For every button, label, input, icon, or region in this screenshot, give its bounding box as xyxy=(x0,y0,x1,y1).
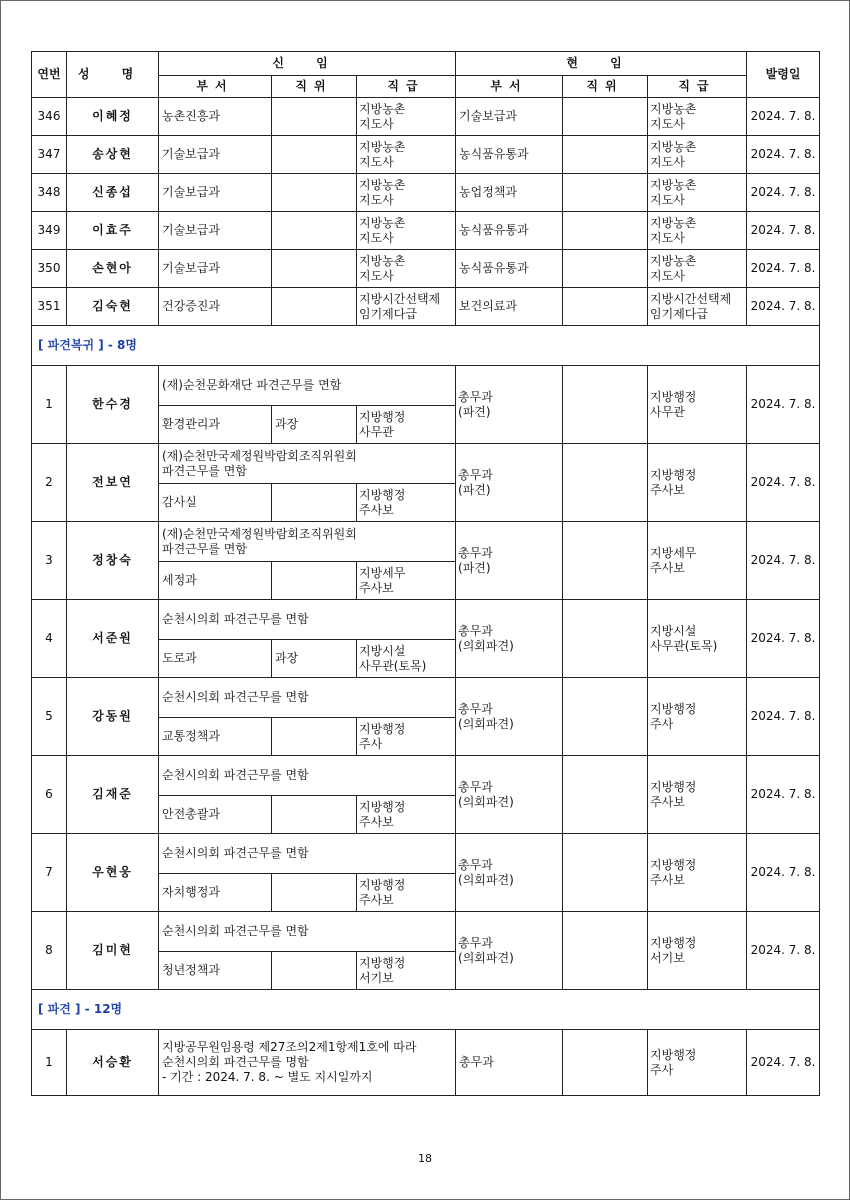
new-position xyxy=(272,952,357,990)
new-grade-line: 서기보 xyxy=(359,970,394,985)
employee-name: 김숙현 xyxy=(67,288,159,326)
new-position xyxy=(272,174,357,212)
new-position: 과장 xyxy=(272,640,357,678)
new-department: 안전총괄과 xyxy=(159,796,272,834)
new-department: 감사실 xyxy=(159,484,272,522)
current-department-line: 총무과 xyxy=(458,389,493,404)
current-department-line: (파견) xyxy=(458,482,491,497)
current-grade-line: 지도사 xyxy=(650,230,685,245)
current-grade xyxy=(648,288,747,326)
new-grade xyxy=(357,874,456,912)
dispatch-note xyxy=(159,444,456,484)
dispatch-note-line: 파견근무를 면함 xyxy=(162,541,247,556)
current-department-line: (파견) xyxy=(458,560,491,575)
header-new-dept: 부서 xyxy=(159,76,272,98)
current-department-line: 총무과 xyxy=(458,467,493,482)
dispatch-note xyxy=(159,600,456,640)
new-grade-line: 사무관(토목) xyxy=(359,658,427,673)
employee-name: 서승환 xyxy=(67,1030,159,1096)
table-row xyxy=(32,250,820,288)
table-row xyxy=(32,174,820,212)
new-grade-line: 지방행정 xyxy=(359,721,406,736)
appointment-date: 2024. 7. 8. xyxy=(747,250,820,288)
new-grade-line: 지도사 xyxy=(359,192,394,207)
current-department-line: 총무과 xyxy=(458,779,493,794)
header-date: 발령일 xyxy=(747,52,820,98)
employee-name: 김재준 xyxy=(67,756,159,834)
new-grade-line: 지도사 xyxy=(359,268,394,283)
employee-name: 우현웅 xyxy=(67,834,159,912)
current-department: 기술보급과 xyxy=(456,98,563,136)
dispatch-note-line: 순천시의회 파견근무를 면함 xyxy=(162,612,309,626)
new-grade xyxy=(357,98,456,136)
appointment-date: 2024. 7. 8. xyxy=(747,834,820,912)
appointment-date: 2024. 7. 8. xyxy=(747,756,820,834)
current-grade-line: 서기보 xyxy=(650,950,685,965)
new-grade-line: 지도사 xyxy=(359,230,394,245)
page-number: 18 xyxy=(418,1152,432,1165)
current-grade-line: 지방농촌 xyxy=(650,177,697,192)
employee-name: 정창숙 xyxy=(67,522,159,600)
section-row xyxy=(32,326,820,366)
table-row xyxy=(32,288,820,326)
dispatch-note-line: 순천시의회 파견근무를 면함 xyxy=(162,690,309,704)
current-department-line: (의회파견) xyxy=(458,872,514,887)
new-grade-line: 지방농촌 xyxy=(359,101,406,116)
appointment-date: 2024. 7. 8. xyxy=(747,212,820,250)
current-grade xyxy=(648,136,747,174)
dispatch-note xyxy=(159,366,456,406)
current-position xyxy=(563,522,648,600)
row-number: 349 xyxy=(32,212,67,250)
current-grade-line: 지방행정 xyxy=(650,389,697,404)
header-new-grade: 직급 xyxy=(357,76,456,98)
header-cur-position: 직위 xyxy=(563,76,648,98)
current-grade-line: 지방농촌 xyxy=(650,253,697,268)
current-department xyxy=(456,366,563,444)
row-number: 350 xyxy=(32,250,67,288)
current-position xyxy=(563,250,648,288)
new-grade xyxy=(357,288,456,326)
row-number: 348 xyxy=(32,174,67,212)
current-department xyxy=(456,444,563,522)
appointment-table xyxy=(31,51,820,1096)
new-position xyxy=(272,212,357,250)
table-body xyxy=(32,52,820,1096)
current-grade-line: 지도사 xyxy=(650,116,685,131)
current-grade-line: 사무관 xyxy=(650,404,685,419)
new-grade xyxy=(357,796,456,834)
row-number: 8 xyxy=(32,912,67,990)
header-name: 성 명 xyxy=(67,52,159,98)
row-number: 1 xyxy=(32,1030,67,1096)
current-position xyxy=(563,366,648,444)
new-grade xyxy=(357,136,456,174)
current-department xyxy=(456,912,563,990)
new-grade-line: 지도사 xyxy=(359,154,394,169)
header-cur-dept: 부서 xyxy=(456,76,563,98)
current-grade-line: 사무관(토목) xyxy=(650,638,718,653)
new-grade-line: 사무관 xyxy=(359,424,394,439)
current-grade-line: 지도사 xyxy=(650,154,685,169)
employee-name: 전보연 xyxy=(67,444,159,522)
header-row-1 xyxy=(32,52,820,76)
row-number: 5 xyxy=(32,678,67,756)
row-number: 351 xyxy=(32,288,67,326)
current-grade xyxy=(648,834,747,912)
current-grade-line: 지방행정 xyxy=(650,701,697,716)
new-department: 기술보급과 xyxy=(159,250,272,288)
dispatch-note xyxy=(159,678,456,718)
appointment-date: 2024. 7. 8. xyxy=(747,98,820,136)
current-grade-line: 주사보 xyxy=(650,560,685,575)
current-department xyxy=(456,600,563,678)
employee-name: 송상현 xyxy=(67,136,159,174)
new-position xyxy=(272,796,357,834)
new-grade-line: 지방세무 xyxy=(359,565,406,580)
current-department-line: 총무과 xyxy=(458,623,493,638)
new-grade xyxy=(357,406,456,444)
appointment-date: 2024. 7. 8. xyxy=(747,288,820,326)
current-position xyxy=(563,174,648,212)
current-position xyxy=(563,678,648,756)
table-row xyxy=(32,1030,820,1096)
current-department-line: (파견) xyxy=(458,404,491,419)
employee-name: 서준원 xyxy=(67,600,159,678)
new-grade-line: 주사보 xyxy=(359,580,394,595)
row-number: 4 xyxy=(32,600,67,678)
new-department: 자치행정과 xyxy=(159,874,272,912)
current-grade xyxy=(648,756,747,834)
row-number: 3 xyxy=(32,522,67,600)
new-grade-line: 지방행정 xyxy=(359,409,406,424)
header-cur-grade: 직급 xyxy=(648,76,747,98)
dispatch-note-line: 파견근무를 면함 xyxy=(162,463,247,478)
current-grade xyxy=(648,250,747,288)
new-position xyxy=(272,250,357,288)
appointment-date: 2024. 7. 8. xyxy=(747,136,820,174)
row-number: 346 xyxy=(32,98,67,136)
employee-name: 강동원 xyxy=(67,678,159,756)
current-grade-line: 지방행정 xyxy=(650,779,697,794)
current-department-line: (의회파견) xyxy=(458,950,514,965)
appointment-sheet xyxy=(31,51,819,1096)
table-row xyxy=(32,444,820,484)
current-position xyxy=(563,444,648,522)
current-department: 보건의료과 xyxy=(456,288,563,326)
row-number: 7 xyxy=(32,834,67,912)
header-new-position: 직위 xyxy=(272,76,357,98)
current-position xyxy=(563,288,648,326)
new-grade xyxy=(357,952,456,990)
new-department: 기술보급과 xyxy=(159,174,272,212)
appointment-date: 2024. 7. 8. xyxy=(747,912,820,990)
new-grade xyxy=(357,212,456,250)
table-row xyxy=(32,366,820,406)
current-grade-line: 주사보 xyxy=(650,872,685,887)
header-no: 연번 xyxy=(32,52,67,98)
current-department xyxy=(456,678,563,756)
current-department xyxy=(456,522,563,600)
current-position xyxy=(563,136,648,174)
current-department: 총무과 xyxy=(456,1030,563,1096)
employee-name: 한수경 xyxy=(67,366,159,444)
dispatch-note xyxy=(159,756,456,796)
new-department: 기술보급과 xyxy=(159,212,272,250)
header-new: 신 임 xyxy=(159,52,456,76)
table-row xyxy=(32,522,820,562)
current-grade xyxy=(648,678,747,756)
current-grade-line: 지방행정 xyxy=(650,857,697,872)
current-department-line: 총무과 xyxy=(458,857,493,872)
dispatch-note-line: 순천시의회 파견근무를 면함 xyxy=(162,768,309,782)
new-position xyxy=(272,136,357,174)
new-department: 환경관리과 xyxy=(159,406,272,444)
new-position xyxy=(272,718,357,756)
current-grade-line: 주사 xyxy=(650,1062,674,1077)
dispatch-note-line: 순천시의회 파견근무를 면함 xyxy=(162,924,309,938)
employee-name: 이혜정 xyxy=(67,98,159,136)
appointment-date: 2024. 7. 8. xyxy=(747,444,820,522)
current-position xyxy=(563,212,648,250)
dispatch-note xyxy=(159,522,456,562)
employee-name: 김미현 xyxy=(67,912,159,990)
new-department: 기술보급과 xyxy=(159,136,272,174)
new-grade xyxy=(357,562,456,600)
current-grade-line: 지방행정 xyxy=(650,935,697,950)
section-title-return: [ 파견복귀 ] - 8명 xyxy=(32,326,820,366)
new-grade xyxy=(357,484,456,522)
current-grade-line: 지방시설 xyxy=(650,623,697,638)
new-grade-line: 지도사 xyxy=(359,116,394,131)
current-position xyxy=(563,1030,648,1096)
current-grade xyxy=(648,912,747,990)
table-row xyxy=(32,600,820,640)
dispatch-note-line: 지방공무원임용령 제27조의2제1항제1호에 따라 xyxy=(162,1040,417,1054)
new-position xyxy=(272,288,357,326)
new-department: 교통정책과 xyxy=(159,718,272,756)
current-grade-line: 지방행정 xyxy=(650,1047,697,1062)
table-row xyxy=(32,756,820,796)
current-position xyxy=(563,98,648,136)
current-grade xyxy=(648,366,747,444)
row-number: 6 xyxy=(32,756,67,834)
current-department-line: (의회파견) xyxy=(458,794,514,809)
appointment-date: 2024. 7. 8. xyxy=(747,600,820,678)
current-department-line: 총무과 xyxy=(458,935,493,950)
new-grade-line: 지방농촌 xyxy=(359,215,406,230)
current-grade-line: 지방농촌 xyxy=(650,139,697,154)
new-grade-line: 지방농촌 xyxy=(359,253,406,268)
new-grade-line: 지방농촌 xyxy=(359,177,406,192)
dispatch-note-line: 순천시의회 파견근무를 명함 xyxy=(162,1055,309,1069)
new-grade xyxy=(357,174,456,212)
table-row xyxy=(32,212,820,250)
current-department-line: (의회파견) xyxy=(458,716,514,731)
new-position: 과장 xyxy=(272,406,357,444)
current-grade-line: 임기제다급 xyxy=(650,306,708,321)
new-grade-line: 지방시간선택제 xyxy=(359,291,441,306)
table-row xyxy=(32,678,820,718)
current-grade-line: 지도사 xyxy=(650,268,685,283)
new-grade-line: 지방시설 xyxy=(359,643,406,658)
current-department-line: (의회파견) xyxy=(458,638,514,653)
row-number: 2 xyxy=(32,444,67,522)
current-grade-line: 지도사 xyxy=(650,192,685,207)
new-department: 도로과 xyxy=(159,640,272,678)
current-position xyxy=(563,834,648,912)
current-department: 농식품유통과 xyxy=(456,212,563,250)
current-department: 농식품유통과 xyxy=(456,136,563,174)
current-grade-line: 지방농촌 xyxy=(650,215,697,230)
new-grade-line: 지방행정 xyxy=(359,955,406,970)
new-position xyxy=(272,874,357,912)
current-grade xyxy=(648,98,747,136)
current-grade-line: 지방시간선택제 xyxy=(650,291,732,306)
appointment-date: 2024. 7. 8. xyxy=(747,678,820,756)
dispatch-note-line: (재)순천만국제정원박람회조직위원회 xyxy=(162,448,357,463)
appointment-date: 2024. 7. 8. xyxy=(747,366,820,444)
new-department: 농촌진흥과 xyxy=(159,98,272,136)
current-position xyxy=(563,912,648,990)
new-grade-line: 주사 xyxy=(359,736,383,751)
new-grade xyxy=(357,640,456,678)
current-department-line: 총무과 xyxy=(458,545,493,560)
header-current: 현 임 xyxy=(456,52,747,76)
appointment-date: 2024. 7. 8. xyxy=(747,1030,820,1096)
section-title-dispatch: [ 파견 ] - 12명 xyxy=(32,990,820,1030)
current-department xyxy=(456,756,563,834)
new-grade-line: 임기제다급 xyxy=(359,306,417,321)
current-department xyxy=(456,834,563,912)
new-grade-line: 주사보 xyxy=(359,502,394,517)
current-position xyxy=(563,756,648,834)
new-grade xyxy=(357,718,456,756)
table-row xyxy=(32,912,820,952)
section-row xyxy=(32,990,820,1030)
dispatch-note xyxy=(159,1030,456,1096)
new-grade-line: 지방행정 xyxy=(359,799,406,814)
row-number: 347 xyxy=(32,136,67,174)
current-position xyxy=(563,600,648,678)
new-grade-line: 지방행정 xyxy=(359,487,406,502)
table-row xyxy=(32,98,820,136)
employee-name: 신종섭 xyxy=(67,174,159,212)
new-department: 세정과 xyxy=(159,562,272,600)
current-grade-line: 지방세무 xyxy=(650,545,697,560)
new-department: 청년정책과 xyxy=(159,952,272,990)
new-grade-line: 주사보 xyxy=(359,892,394,907)
current-department: 농업정책과 xyxy=(456,174,563,212)
dispatch-note-line: (재)순천만국제정원박람회조직위원회 xyxy=(162,526,357,541)
new-grade-line: 주사보 xyxy=(359,814,394,829)
appointment-date: 2024. 7. 8. xyxy=(747,522,820,600)
current-grade xyxy=(648,600,747,678)
current-grade xyxy=(648,174,747,212)
new-department: 건강증진과 xyxy=(159,288,272,326)
current-grade xyxy=(648,212,747,250)
table-row xyxy=(32,136,820,174)
appointment-date: 2024. 7. 8. xyxy=(747,174,820,212)
dispatch-note-line: 순천시의회 파견근무를 면함 xyxy=(162,846,309,860)
new-grade-line: 지방농촌 xyxy=(359,139,406,154)
dispatch-note-line: - 기간 : 2024. 7. 8. ~ 별도 지시일까지 xyxy=(162,1070,373,1084)
table-row xyxy=(32,834,820,874)
new-grade-line: 지방행정 xyxy=(359,877,406,892)
current-grade-line: 지방농촌 xyxy=(650,101,697,116)
employee-name: 손현아 xyxy=(67,250,159,288)
current-grade xyxy=(648,444,747,522)
current-grade-line: 주사보 xyxy=(650,482,685,497)
new-position xyxy=(272,484,357,522)
new-position xyxy=(272,98,357,136)
current-grade xyxy=(648,522,747,600)
current-grade-line: 지방행정 xyxy=(650,467,697,482)
current-grade-line: 주사보 xyxy=(650,794,685,809)
new-grade xyxy=(357,250,456,288)
dispatch-note xyxy=(159,834,456,874)
dispatch-note-line: (재)순천문화재단 파견근무를 면함 xyxy=(162,378,342,392)
employee-name: 이효주 xyxy=(67,212,159,250)
current-grade xyxy=(648,1030,747,1096)
current-department: 농식품유통과 xyxy=(456,250,563,288)
row-number: 1 xyxy=(32,366,67,444)
current-department-line: 총무과 xyxy=(458,701,493,716)
dispatch-note xyxy=(159,912,456,952)
current-grade-line: 주사 xyxy=(650,716,674,731)
new-position xyxy=(272,562,357,600)
